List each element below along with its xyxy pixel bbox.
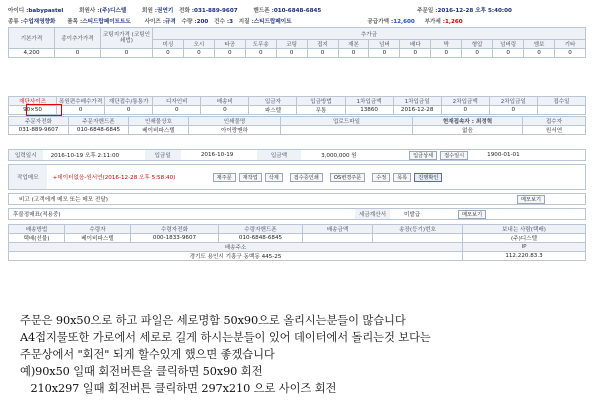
delivery-value: 택배(선불) xyxy=(9,234,65,243)
extra-charge-value: 0 xyxy=(400,49,431,58)
edit-button[interactable]: 수정 xyxy=(372,173,390,182)
orderer-value: 031-889-9607 xyxy=(9,126,69,135)
delivery-col: 송장(등기)번호 xyxy=(373,225,463,234)
comment-line: 주문은 90x50으로 하고 파일은 세로명함 50x90으로 올리시는분들이 많습니다 xyxy=(20,314,406,327)
delivery-value xyxy=(373,234,463,243)
extra-charge-value: 0 xyxy=(153,49,184,58)
delivery-col: 배송방법 xyxy=(9,225,65,234)
orderer-col: 주문자전화 xyxy=(9,117,69,126)
comment-line: 예)90x50 일때 회전버튼을 클릭하면 50x90 회전 xyxy=(20,365,263,378)
extra-charge-value: 0 xyxy=(554,49,585,58)
comment-line: 주문상에서 "회전" 되게 할수있게 했으면 좋겠습니다 xyxy=(20,348,275,361)
extra-charge-col: 미싱 xyxy=(153,40,184,49)
orderer-col: 현재접속자 : 최정혁 xyxy=(413,117,523,126)
detail-table xyxy=(8,96,586,115)
orderer-value: 없음 xyxy=(413,126,523,135)
comment-line: 210x297 일때 회전버튼 클릭하면 297x210 으로 사이즈 회전 xyxy=(20,382,337,395)
orderer-value: 010-6848-6845 xyxy=(69,126,129,135)
detail-value: 무통 xyxy=(297,106,345,115)
extra-charge-value: 0 xyxy=(307,49,338,58)
orderer-value: 원서연 xyxy=(523,126,586,135)
delivery-col: 수령자 xyxy=(65,225,131,234)
extra-charge-col: 코팅 xyxy=(276,40,307,49)
paper-extra-header: 종이추가가격 xyxy=(55,28,101,49)
delivery-value: 베이비파스텔 xyxy=(65,234,131,243)
extra-charge-value: 0 xyxy=(493,49,524,58)
orderer-col: 접수자 xyxy=(523,117,586,126)
detail-col: 폭원편수배수가격 xyxy=(57,97,105,106)
detail-value: 0 xyxy=(489,106,537,115)
extra-charge-col: 기타 xyxy=(554,40,585,49)
header-field: 지질 :스티드랍페이트 xyxy=(238,19,292,25)
delivery-value: 000-1833-9607 xyxy=(131,234,219,243)
extra-charge-value: 0 xyxy=(462,49,493,58)
vat-amount: 부가세 :1,260 xyxy=(424,19,463,25)
header-field: 회원 :권연기 xyxy=(142,8,174,14)
extra-charge-value: 0 xyxy=(369,49,400,58)
address-value: 경기도 용인시 기흥구 동백동 445-25 xyxy=(9,252,463,261)
detail-value: 90×50 xyxy=(9,106,57,115)
extra-charge-col: 재본 xyxy=(338,40,369,49)
detail-col: 접수일 xyxy=(537,97,585,106)
detail-col: 2차입금액 xyxy=(441,97,489,106)
memo-view-button[interactable]: 메모보기 xyxy=(517,195,545,204)
orderer-value xyxy=(281,126,413,135)
deposit-amount-label: 입금액 xyxy=(257,150,301,160)
supply-amount: 공급가액 :12,600 xyxy=(367,19,415,25)
extra-charge-value: 0 xyxy=(214,49,245,58)
delivery-col: 수령자핸드폰 xyxy=(219,225,303,234)
detail-col: 디자인비 xyxy=(153,97,201,106)
header-field: 수량 :200 xyxy=(181,19,209,25)
extra-charge-value: 0 xyxy=(245,49,276,58)
delivery-value xyxy=(303,234,373,243)
detail-value: 2016-12-28 xyxy=(393,106,441,115)
print-receipt-button[interactable]: 접수증인쇄 xyxy=(290,173,323,182)
orderer-col: 인쇄물상호 xyxy=(129,117,189,126)
detail-value: 0 xyxy=(441,106,489,115)
work-memo-label: 작업메모 xyxy=(9,165,47,189)
tax-invoice-label: 세금계산서 xyxy=(355,209,390,219)
header-row-2 xyxy=(8,17,467,25)
ip-label: IP xyxy=(463,243,586,252)
detail-col: 배송비 xyxy=(201,97,249,106)
detail-col: 입금자 xyxy=(249,97,297,106)
delivery-col: 배송금액 xyxy=(303,225,373,234)
billing-label: 후불정매표(적용중) xyxy=(13,212,61,218)
extra-charge-col: 배다 xyxy=(400,40,431,49)
header-field: 주문일 :2016-12-28 오후 5:40:00 xyxy=(417,8,512,14)
price-table xyxy=(8,27,586,58)
delivery-value: (주)디스텔 xyxy=(463,234,586,243)
deposit-detail-button[interactable]: 입금상세 xyxy=(409,151,437,160)
progress-check-button[interactable]: 진행확인 xyxy=(414,173,442,182)
deposit-amount-value: 3,000,000 원 xyxy=(321,153,357,159)
detail-value: 0 xyxy=(201,106,249,115)
header-field: 사이즈 :규격 xyxy=(144,19,176,25)
delete-button[interactable]: 삭제 xyxy=(265,173,283,182)
detail-value: 0 xyxy=(57,106,105,115)
extra-charge-col: 형압 xyxy=(462,40,493,49)
input-date-label: 입력일시 xyxy=(9,150,43,160)
billing-row xyxy=(8,208,586,220)
orderer-col: 업로드파일 xyxy=(281,117,413,126)
deposit-date-value: 2016-10-19 xyxy=(200,152,234,158)
extra-charge-value: 0 xyxy=(338,49,369,58)
header-field: 전화 :031-889-9607 xyxy=(179,8,238,14)
extra-charge-col: 넘버 xyxy=(369,40,400,49)
extra-charge-col: 엠보 xyxy=(524,40,555,49)
address-label: 배송주소 xyxy=(9,243,463,252)
orderer-col: 인쇄물명 xyxy=(189,117,281,126)
detail-value: 0 xyxy=(105,106,153,115)
detail-col: 2차입금일 xyxy=(489,97,537,106)
coating-header: 코팅지가격 (코팅인쇄법) xyxy=(101,28,153,49)
orderer-col: 주문자핸드폰 xyxy=(69,117,129,126)
detail-value xyxy=(537,106,585,115)
base-price-value: 4,200 xyxy=(9,49,55,58)
extra-charge-col: 오시 xyxy=(183,40,214,49)
receipt-date-value: 1900-01-01 xyxy=(487,152,520,158)
detail-value: 0 xyxy=(153,106,201,115)
rework-button[interactable]: 재작업 xyxy=(239,173,262,182)
detail-col: 1차입금일 xyxy=(393,97,441,106)
extra-charge-value: 0 xyxy=(183,49,214,58)
coating-value: 0 xyxy=(101,49,153,58)
header-field: 아이디 :babypastel xyxy=(8,8,64,14)
cut-size-highlight xyxy=(26,104,62,116)
note-row xyxy=(8,193,586,205)
header-row-1 xyxy=(8,6,516,14)
delivery-col: 수령자전화 xyxy=(131,225,219,234)
extra-charge-col: 타공 xyxy=(214,40,245,49)
extra-charge-col: 박 xyxy=(431,40,462,49)
extra-charge-col: 넘버링 xyxy=(493,40,524,49)
delivery-value: 010-6848-6845 xyxy=(219,234,303,243)
extra-charge-col: 접지 xyxy=(307,40,338,49)
billing-memo-button[interactable]: 메모보기 xyxy=(458,210,486,219)
work-memo-row xyxy=(8,164,586,190)
detail-value: 13860 xyxy=(345,106,393,115)
note-label[interactable]: 비고 (고객에게 메모 또는 메모 전달) xyxy=(19,197,108,203)
extra-charge-col: 도무송 xyxy=(245,40,276,49)
extra-charge-value: 0 xyxy=(431,49,462,58)
header-field: 건수 :3 xyxy=(214,19,233,25)
extra-charge-value: 0 xyxy=(276,49,307,58)
delivery-col: 보내는 사람(택배) xyxy=(463,225,586,234)
deposit-date-label: 입금일 xyxy=(145,150,181,160)
deposit-row xyxy=(8,149,586,161)
extra-charge-header: 추가금 xyxy=(153,28,586,40)
detail-value: 파스텔 xyxy=(249,106,297,115)
list-button[interactable]: 목록 xyxy=(393,173,411,182)
base-price-header: 기본가격 xyxy=(9,28,55,49)
header-field: 품목 :스티드랍페이트트도 xyxy=(67,19,131,25)
header-field: 종류 :수업재영향화 xyxy=(8,19,56,25)
extra-charge-value: 0 xyxy=(524,49,555,58)
tax-invoice-value: 미발급 xyxy=(404,212,421,218)
ip-value: 112.220.83.3 xyxy=(463,252,586,261)
orderer-value: 베이비파스텔 xyxy=(129,126,189,135)
detail-col: 재단사이즈 xyxy=(9,97,57,106)
input-date-value: 2016-10-19 오후 2:11:00 xyxy=(50,153,120,159)
comment-line: A4접지물또한 가로에서 세로로 길게 하시는분들이 있어 데이터에서 돌리는것 보다는 xyxy=(20,331,431,344)
paper-extra-value: 0 xyxy=(55,49,101,58)
detail-col: 1차입금액 xyxy=(345,97,393,106)
delivery-table xyxy=(8,224,586,261)
detail-col: 입금방법 xyxy=(297,97,345,106)
header-field: 핸드폰 :010-6848-6845 xyxy=(253,8,322,14)
reorder-button[interactable]: 재주문 xyxy=(213,173,236,182)
header-field: 회원사 :(주)디스텔 xyxy=(79,8,127,14)
detail-col: 재단접수/통통가 xyxy=(105,97,153,106)
work-memo-text[interactable]: +데이터없음-원서연(2016-12-28 오후 5:58:40) xyxy=(52,175,176,181)
os-change-button[interactable]: OS변경주문 xyxy=(330,173,365,182)
orderer-table xyxy=(8,116,586,135)
receipt-date-button[interactable]: 접수일시 xyxy=(440,151,468,160)
orderer-value: 아이랑맨하 xyxy=(189,126,281,135)
